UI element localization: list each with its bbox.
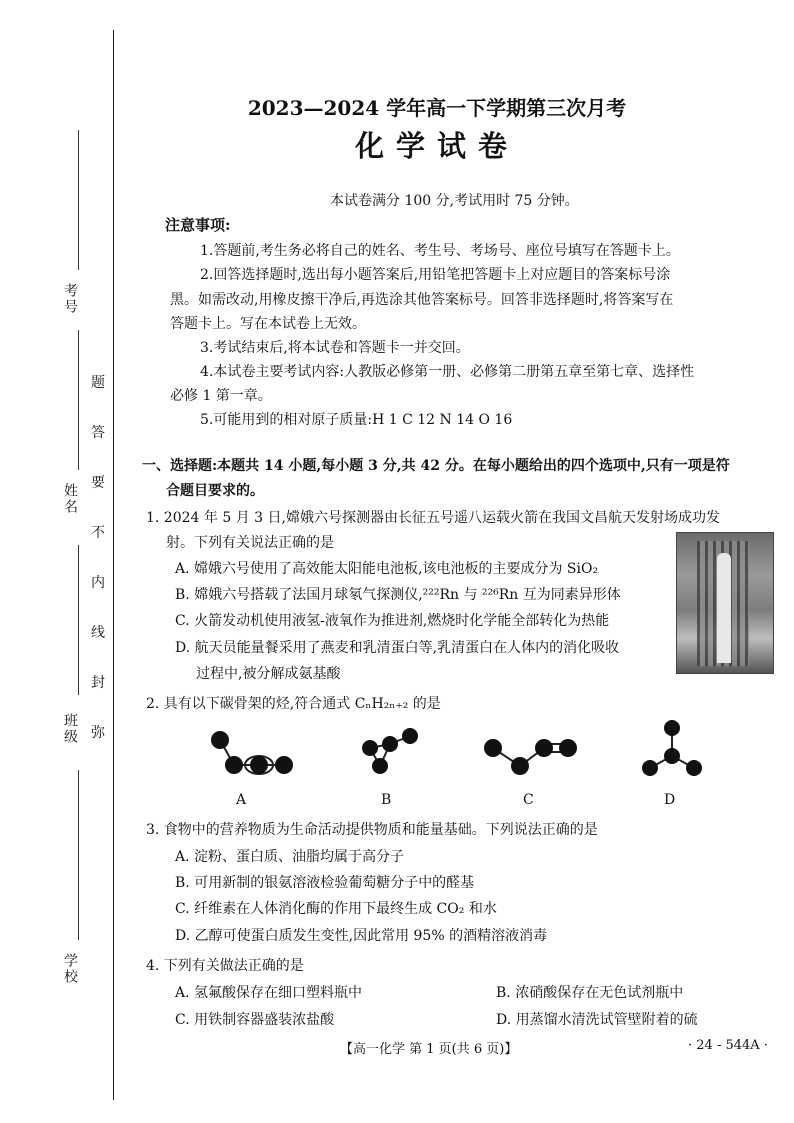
molecule-label-c: C (523, 792, 534, 808)
q1-option-d-cont: 过程中,被分解成氨基酸 (196, 666, 341, 682)
class-label: 班级 (62, 713, 78, 745)
binding-line (113, 30, 114, 1100)
seal-char: 线 (91, 625, 105, 641)
molecule-label-b: B (381, 792, 392, 808)
q1-option-c: C. 火箭发动机使用液氢-液氧作为推进剂,燃烧时化学能全部转化为热能 (175, 613, 610, 629)
notice-line: 2.回答选择题时,选出每小题答案后,用铅笔把答题卡上对应题目的答案标号涂 (200, 267, 671, 283)
q4-option-b: B. 浓硝酸保存在无色试剂瓶中 (496, 985, 684, 1001)
section1-heading: 一、选择题:本题共 14 小题,每小题 3 分,共 42 分。在每小题给出的四个选项中,只有一项是符 (142, 458, 730, 474)
notice-line: 答题卡上。写在本试卷上无效。 (170, 316, 366, 332)
q1-option-d: D. 航天员能量餐采用了燕麦和乳清蛋白等,乳清蛋白在人体内的消化吸收 (175, 640, 620, 656)
page-footer: 【高一化学 第 1 页(共 6 页)】 (340, 1042, 518, 1057)
name-underline[interactable] (78, 330, 79, 470)
molecule-b (350, 718, 430, 784)
q4-option-d: D. 用蒸馏水清洗试管壁附着的硫 (496, 1012, 698, 1028)
q4-option-a: A. 氢氟酸保存在细口塑料瓶中 (175, 985, 363, 1001)
seal-char: 不 (91, 525, 105, 541)
q3-option-a: A. 淀粉、蛋白质、油脂均属于高分子 (175, 849, 405, 865)
molecule-label-d: D (664, 792, 676, 808)
q3-option-c: C. 纤维素在人体消化酶的作用下最终生成 CO₂ 和水 (175, 901, 497, 917)
q1-option-a: A. 嫦娥六号使用了高效能太阳能电池板,该电池板的主要成分为 SiO₂ (175, 561, 599, 577)
q3-option-d: D. 乙醇可使蛋白质发生变性,因此常用 95% 的酒精溶液消毒 (175, 928, 548, 944)
exam-title: 2023—2024 学年高一下学期第三次月考 (247, 96, 627, 120)
seal-char: 弥 (91, 725, 105, 741)
exam-info: 本试卷满分 100 分,考试用时 75 分钟。 (330, 193, 579, 209)
q1-stem-cont: 射。下列有关说法正确的是 (166, 535, 334, 551)
notice-line: 必修 1 第一章。 (170, 388, 272, 404)
section1-heading-cont: 合题目要求的。 (166, 483, 264, 499)
q3-stem: 3. 食物中的营养物质为生命活动提供物质和能量基础。下列说法正确的是 (146, 822, 598, 838)
q1-option-b: B. 嫦娥六号搭载了法国月球氡气探测仪,²²²Rn 与 ²²⁶Rn 互为同素异形体 (175, 587, 621, 603)
seal-char: 题 (91, 375, 105, 391)
q2-stem: 2. 具有以下碳骨架的烃,符合通式 CₙH₂ₙ₊₂ 的是 (146, 696, 441, 712)
molecule-d (638, 712, 708, 782)
paper-code: · 24 - 544A · (688, 1038, 768, 1053)
q4-option-c: C. 用铁制容器盛装浓盐酸 (175, 1012, 335, 1028)
subject-title: 化学试卷 (354, 129, 519, 163)
name-label: 姓名 (62, 483, 78, 515)
q3-option-b: B. 可用新制的银氨溶液检验葡萄糖分子中的醛基 (175, 875, 475, 891)
q4-stem: 4. 下列有关做法正确的是 (146, 958, 304, 974)
molecule-a (200, 718, 300, 784)
molecule-label-a: A (236, 792, 247, 808)
notice-line: 3.考试结束后,将本试卷和答题卡一并交回。 (200, 340, 470, 356)
seal-char: 封 (91, 675, 105, 691)
notice-line: 1.答题前,考生务必将自己的姓名、考生号、考场号、座位号填写在答题卡上。 (200, 243, 680, 259)
rocket-launch-photo (676, 532, 774, 674)
notice-line: 4.本试卷主要考试内容:人教版必修第一册、必修第二册第五章至第七章、选择性 (200, 364, 695, 380)
q1-stem: 1. 2024 年 5 月 3 日,嫦娥六号探测器由长征五号遥八运载火箭在我国文昌航天发射场成功发 (146, 510, 720, 526)
class-underline[interactable] (78, 545, 79, 695)
molecule-c (478, 718, 578, 784)
seal-char: 要 (91, 475, 105, 491)
seal-char: 答 (91, 425, 105, 441)
school-label: 学校 (62, 953, 78, 985)
seal-char: 内 (91, 575, 105, 591)
exam-no-label: 考号 (62, 283, 78, 315)
notice-line: 黑。如需改动,用橡皮擦干净后,再选涂其他答案标号。回答非选择题时,将答案写在 (170, 292, 674, 308)
notice-heading: 注意事项: (165, 216, 231, 234)
notice-line: 5.可能用到的相对原子质量:H 1 C 12 N 14 O 16 (200, 412, 513, 428)
school-underline[interactable] (78, 770, 79, 940)
